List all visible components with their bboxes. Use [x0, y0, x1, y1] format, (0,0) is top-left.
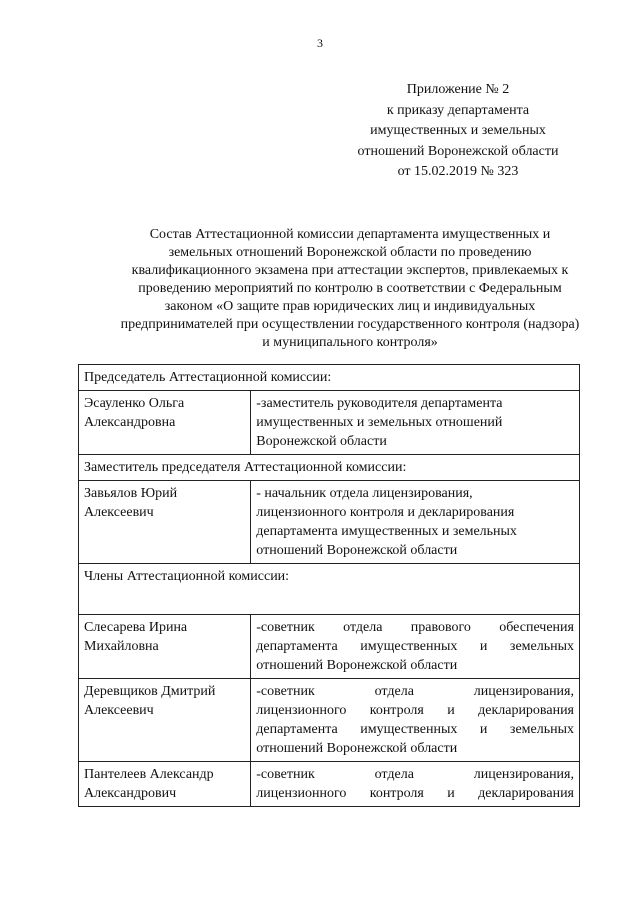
position-line: -заместитель руководителя департамента [256, 396, 503, 411]
title-line: и муниципального контроля» [262, 335, 438, 350]
title-line: Состав Аттестационной комиссии департамента имущественных и [149, 227, 551, 242]
name-line: Деревщиков Дмитрий [84, 684, 216, 699]
appendix-line: к приказу департамента [386, 102, 530, 118]
position-line: лицензионного контроля и декларирования [256, 505, 515, 520]
name-line: Алексеевич [84, 703, 154, 718]
name-line: Эсауленко Ольга [84, 396, 185, 411]
title-line: квалификационного экзамена при аттестации экспертов, привлекаемых к [131, 263, 569, 278]
commission-table [78, 364, 580, 807]
position-line: лицензионного контроля и декларирования [256, 703, 574, 718]
position-line: отношений Воронежской области [256, 658, 458, 673]
member-name [79, 679, 251, 762]
table-row [79, 679, 580, 762]
table-row [79, 615, 580, 679]
member-name [79, 481, 251, 564]
name-line: Пантелеев Александр [84, 767, 214, 782]
page-number: 3 [317, 36, 323, 50]
title-line: предпринимателей при осуществлении государственного контроля (надзора) [120, 317, 580, 332]
name-line: Завьялов Юрий [84, 486, 178, 501]
member-name [79, 391, 251, 455]
document-title [90, 226, 610, 352]
position-line: лицензионного контроля и декларирования [256, 786, 574, 801]
member-name [79, 762, 251, 807]
appendix-block [308, 80, 608, 183]
title-line: законом «О защите прав юридических лиц и индивидуальных [164, 299, 536, 314]
member-position [251, 615, 580, 679]
name-line: Михайловна [84, 639, 159, 654]
appendix-line: Приложение № 2 [406, 82, 510, 97]
table-row [79, 762, 580, 807]
title-line: земельных отношений Воронежской области по проведению [168, 245, 532, 260]
member-position [251, 679, 580, 762]
member-position [251, 762, 580, 807]
name-line: Алексеевич [84, 505, 154, 520]
name-line: Александрович [84, 786, 177, 801]
title-line: проведению мероприятий по контролю в соответствии с Федеральным [138, 281, 562, 296]
appendix-line: имущественных и земельных [370, 123, 546, 138]
appendix-line: от 15.02.2019 № 323 [397, 164, 519, 179]
position-line: департамента имущественных и земельных [256, 524, 517, 539]
member-position [251, 391, 580, 455]
position-line: отношений Воронежской области [256, 543, 458, 558]
table-row [79, 391, 580, 455]
position-line: -советник отдела лицензирования, [256, 767, 574, 782]
deputy-header-row [79, 455, 580, 481]
position-line: отношений Воронежской области [256, 741, 458, 756]
name-line: Слесарева Ирина [84, 620, 188, 635]
deputy-header: Заместитель председателя Аттестационной комиссии: [79, 455, 580, 481]
chairman-header: Председатель Аттестационной комиссии: [79, 365, 580, 391]
position-line: департамента имущественных и земельных [256, 639, 574, 654]
position-line: Воронежской области [256, 434, 387, 449]
name-line: Александровна [84, 415, 176, 430]
position-line: -советник отдела лицензирования, [256, 684, 574, 699]
position-line: - начальник отдела лицензирования, [256, 486, 473, 501]
table-row [79, 481, 580, 564]
position-line: имущественных и земельных отношений [256, 415, 503, 430]
members-header-row [79, 564, 580, 615]
chairman-header-row [79, 365, 580, 391]
member-position [251, 481, 580, 564]
appendix-line: отношений Воронежской области [357, 143, 559, 159]
position-line: департамента имущественных и земельных [256, 722, 574, 737]
position-line: -советник отдела правового обеспечения [256, 620, 574, 635]
member-name [79, 615, 251, 679]
members-header: Члены Аттестационной комиссии: [79, 564, 580, 615]
